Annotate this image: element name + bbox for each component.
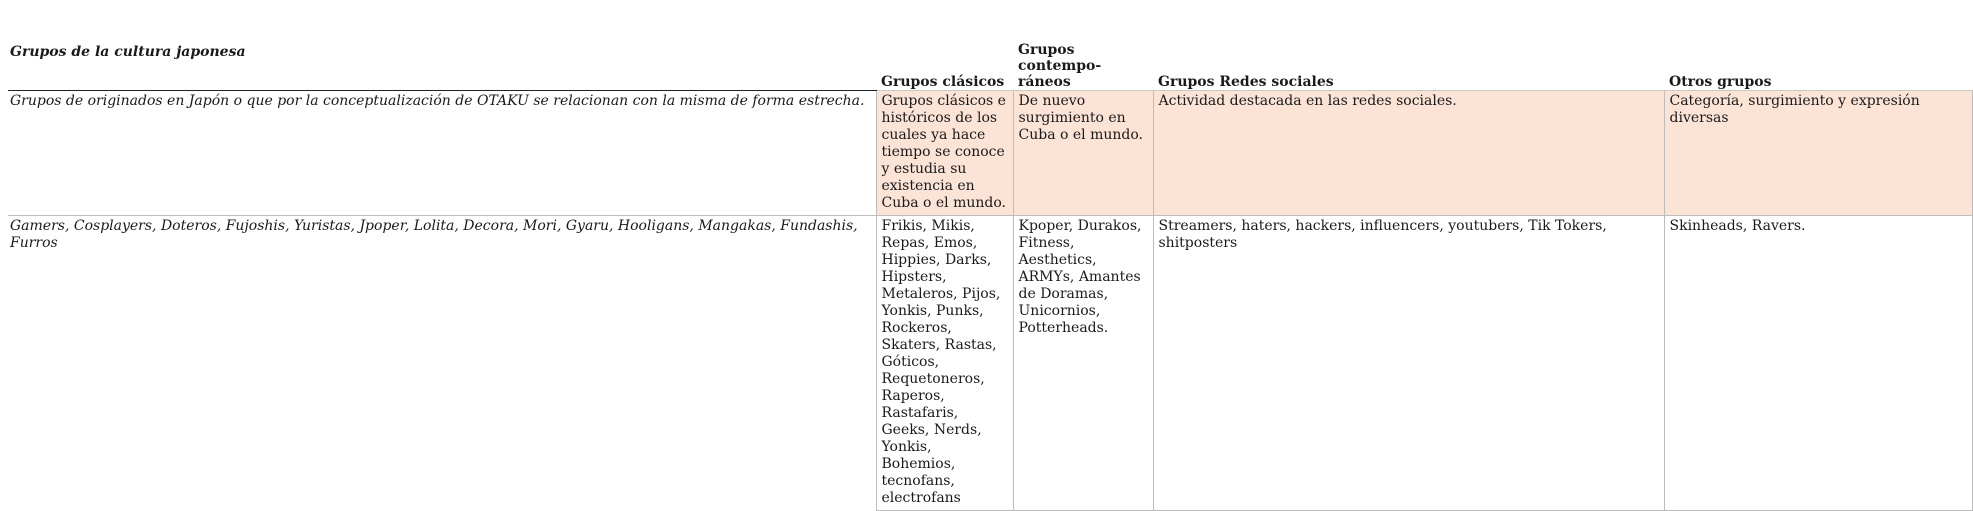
- header-other-groups: Otros grupos: [1664, 40, 1972, 91]
- cell-japanese-members: Gamers, Cosplayers, Doteros, Fujoshis, Yuristas, Jpoper, Lolita, Decora, Mori, Gyaru, Hooligans, Mangakas, Fundashis, Furros: [10, 218, 858, 251]
- table-header-row: [8, 40, 1972, 91]
- cell-contemporary-description: De nuevo surgimiento en Cuba o el mundo.: [1013, 91, 1153, 216]
- cell-other-description: Categoría, surgimiento y expresión diversas: [1664, 91, 1972, 216]
- cell-classic-description: Grupos clásicos e históricos de los cuales ya hace tiempo se conoce y estudia su existencia en Cuba o el mundo.: [876, 91, 1013, 216]
- table-row-description: [8, 91, 1972, 216]
- cell-social-description: Actividad destacada en las redes sociales.: [1153, 91, 1664, 216]
- cell-contemporary-members: Kpoper, Durakos, Fitness, Aesthetics, ARMYs, Amantes de Doramas, Unicornios, Potterheads.: [1013, 216, 1153, 511]
- header-japanese-groups: Grupos de la cultura japonesa: [8, 40, 876, 91]
- table-row-members: [8, 216, 1972, 511]
- cell-classic-members: Frikis, Mikis, Repas, Emos, Hippies, Darks, Hipsters, Metaleros, Pijos, Yonkis, Punks, Rockeros, Skaters, Rastas, Góticos, Requetoneros, Raperos, Rastafaris, Geeks, Nerds, Yonkis, Bohemios, tecnofans, electrofans: [876, 216, 1013, 511]
- header-social-groups: Grupos Redes sociales: [1153, 40, 1664, 91]
- header-contemporary-groups: Grupos contempo-ráneos: [1013, 40, 1153, 91]
- cell-social-members: Streamers, haters, hackers, influencers, youtubers, Tik Tokers, shitposters: [1153, 216, 1664, 511]
- cell-japanese-description: Grupos de originados en Japón o que por la conceptualización de OTAKU se relacionan con la misma de forma estrecha.: [8, 91, 876, 216]
- groups-table: [8, 40, 1973, 511]
- header-classic-groups: Grupos clásicos: [876, 40, 1013, 91]
- cell-other-members: Skinheads, Ravers.: [1664, 216, 1972, 511]
